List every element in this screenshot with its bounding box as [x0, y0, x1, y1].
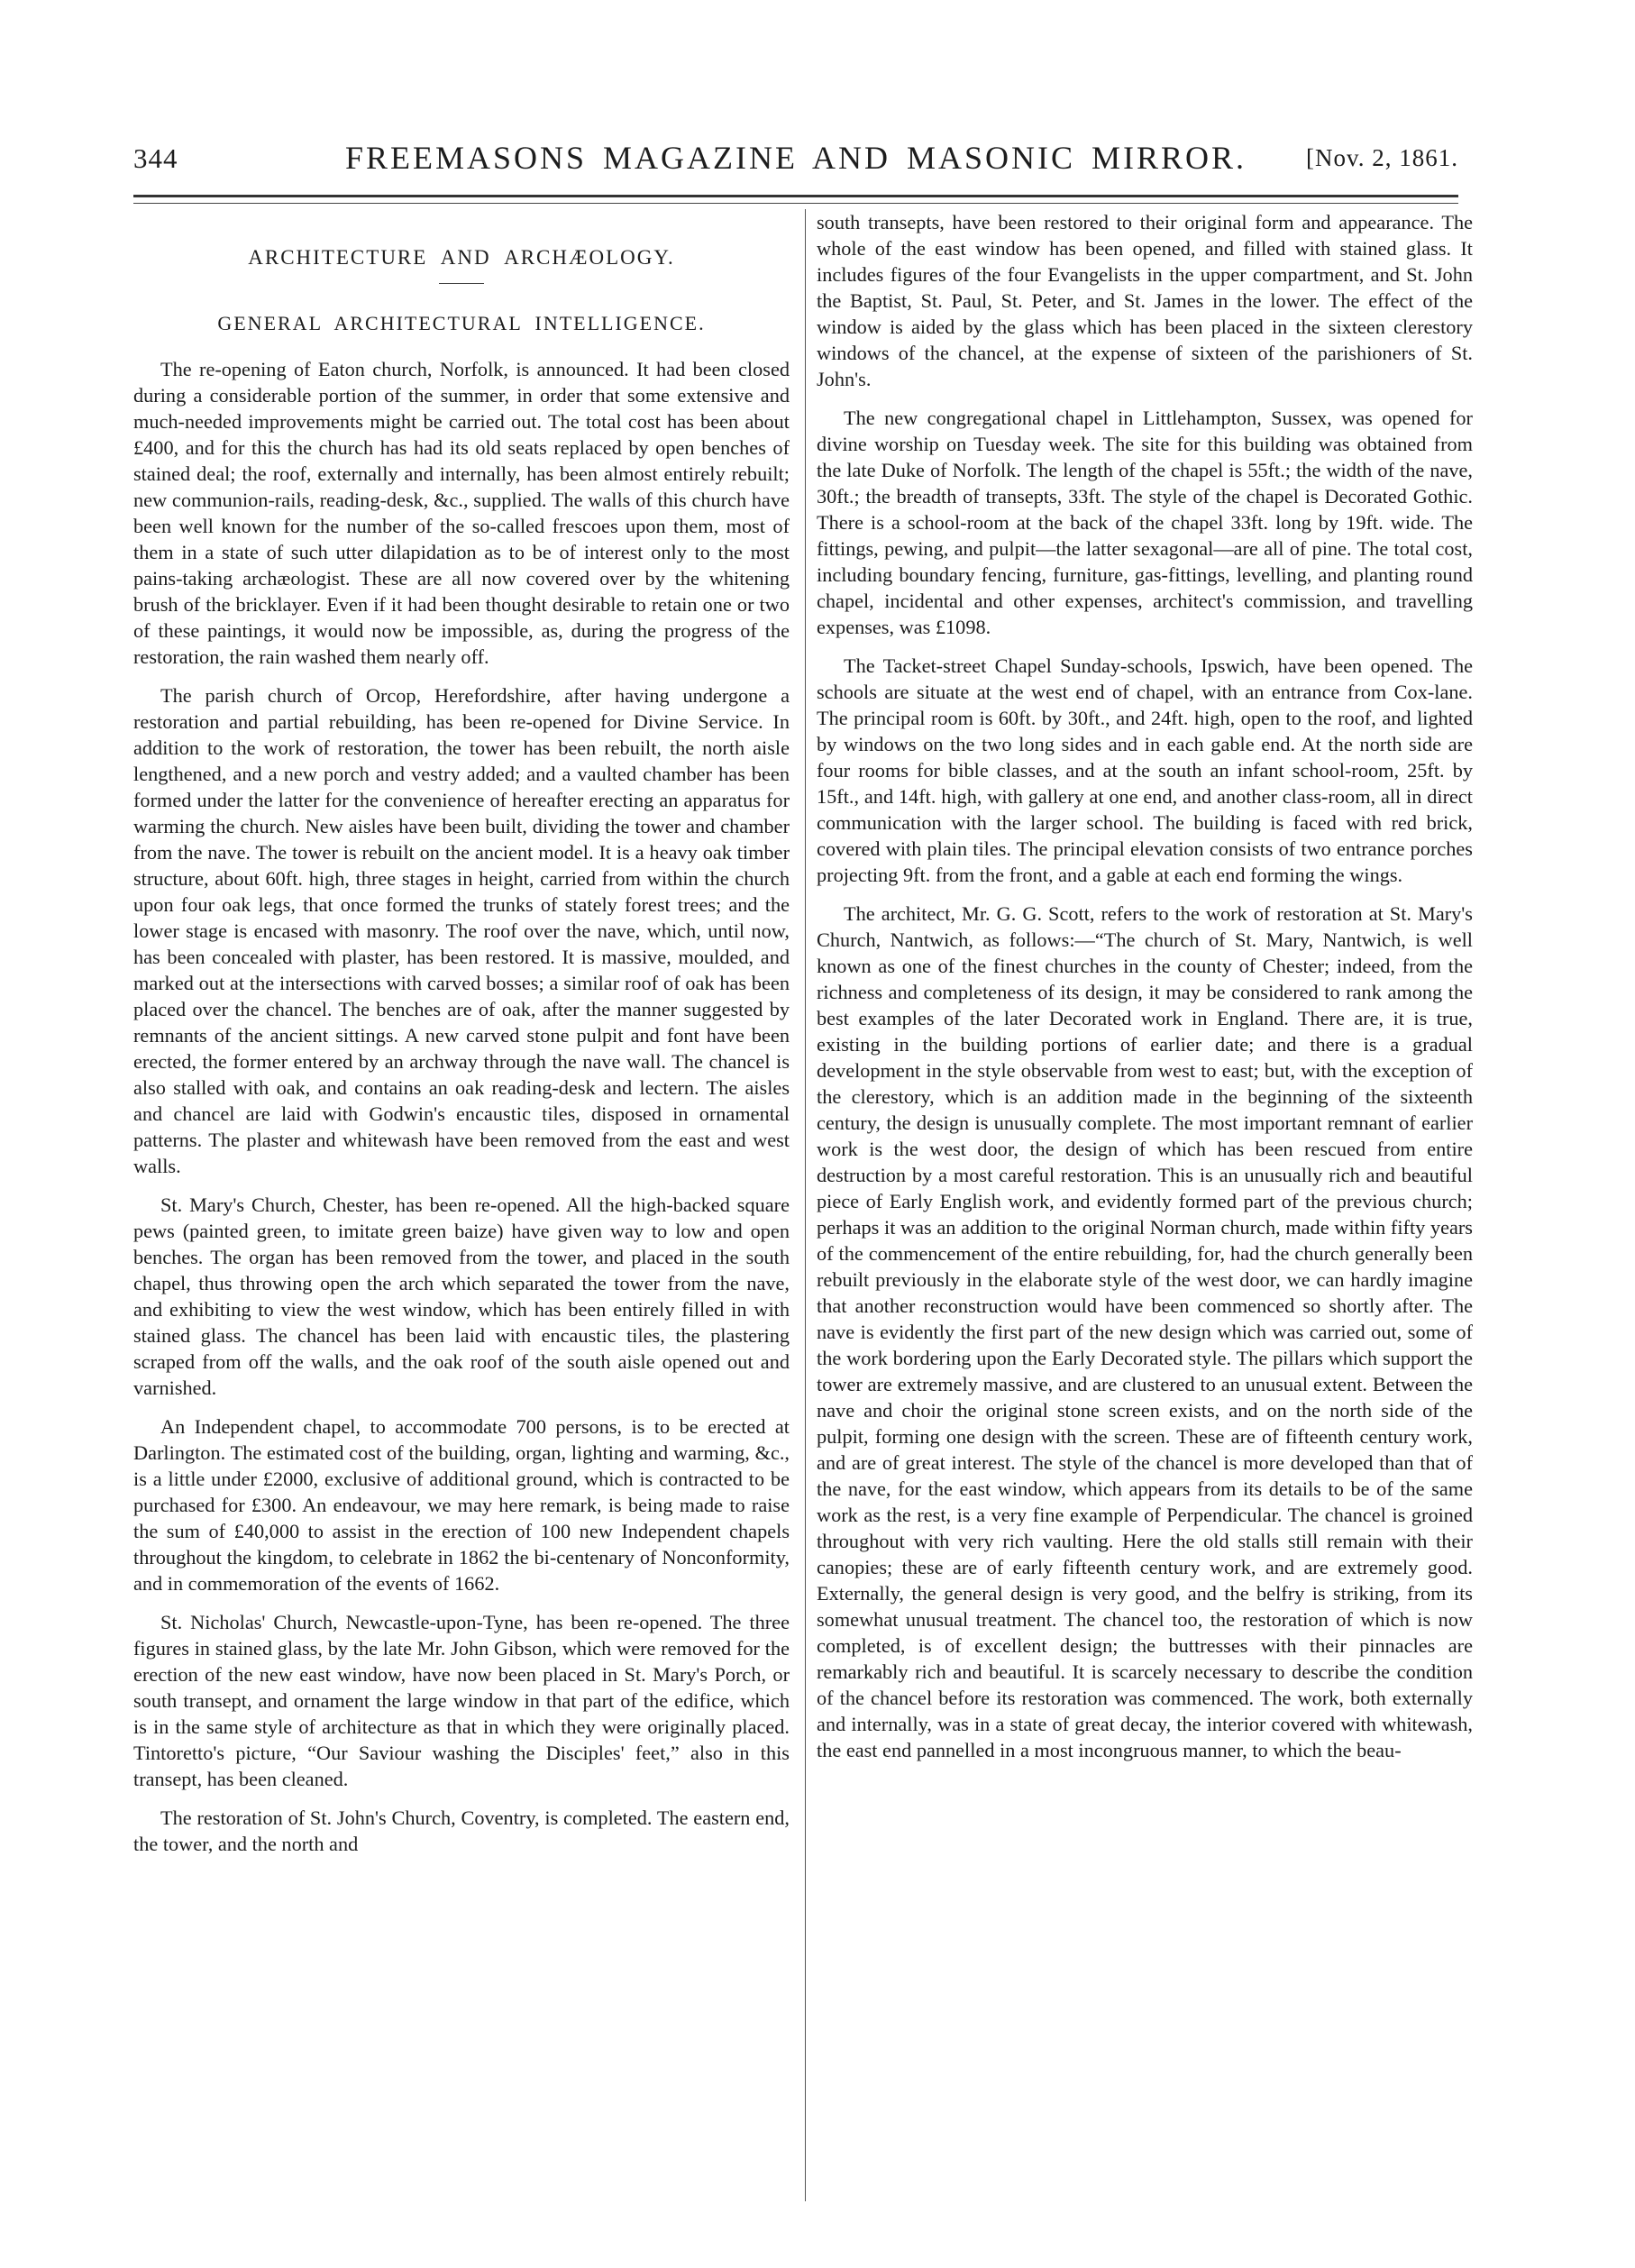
paragraph-coventry-continued: south transepts, have been restored to their original form and appearance. The whole of the east window has been opened, and filled with stained glass. It includes figures of the four Evangelists in the upper compartment, and St. John the Baptist, St. Paul, St. Peter, and St. James in the lower. The effect of the window is aided by the glass which has been placed in the sixteen clerestory windows of the chancel, at the expense of sixteen of the parishioners of St. John's. — [817, 211, 1473, 390]
paragraph-ipswich: The Tacket-street Chapel Sunday-schools, Ipswich, have been opened. The schools are situate at the west end of chapel, with an entrance from Cox-lane. The principal room is 60ft. by 30ft., and 24ft. high, open to the roof, and lighted by windows on the two long sides and in each gable end. At the north side are four rooms for bible classes, and at the south an infant school-room, 25ft. by 15ft., and 14ft. high, with gallery at one end, and another class-room, all in direct communication with the larger school. The building is faced with red brick, covered with plain tiles. The principal elevation consists of two entrance porches projecting 9ft. from the front, and a gable at each end forming the wings. — [817, 654, 1473, 886]
issue-date: [Nov. 2, 1861. — [1306, 144, 1458, 171]
section-divider — [439, 283, 484, 284]
column-divider — [805, 209, 806, 2201]
page-header — [133, 133, 1458, 184]
header-rule-thick — [133, 195, 1458, 197]
article-subtitle: GENERAL ARCHITECTURAL INTELLIGENCE. — [217, 312, 706, 334]
masthead-title: FREEMASONS MAGAZINE AND MASONIC MIRROR. — [344, 140, 1247, 176]
paragraph-coventry: The restoration of St. John's Church, Coventry, is completed. The eastern end, the tower, and the north and — [133, 1806, 790, 1855]
header-rule-thin — [133, 203, 1458, 204]
left-column — [133, 245, 790, 2228]
paragraph-newcastle: St. Nicholas' Church, Newcastle-upon-Tyne, has been re-opened. The three figures in stained glass, by the late Mr. John Gibson, which were removed for the erection of the new east window, have now been placed in St. Mary's Porch, or south transept, and ornament the large window in that part of the edifice, which is in the same style of architecture as that in which they were originally placed. Tintoretto's picture, “Our Saviour washing the Disciples' feet,” also in this transept, has been cleaned. — [133, 1611, 790, 1790]
paragraph-orcop: The parish church of Orcop, Herefordshire, after having undergone a restoration and partial rebuilding, has been re-opened for Divine Service. In addition to the work of restoration, the tower has been rebuilt, the north aisle lengthened, and a new porch and vestry added; and a vaulted chamber has been formed under the latter for the convenience of hereafter erecting an apparatus for warming the church. New aisles have been built, dividing the tower and chamber from the nave. The tower is rebuilt on the ancient model. It is a heavy oak timber structure, about 60ft. high, three stages in height, carried from within the church upon four oak legs, that once formed the trunks of stately forest trees; and the lower stage is encased with masonry. The roof over the nave, which, until now, has been concealed with plaster, has been restored. It is massive, moulded, and marked out at the intersections with carved bosses; a similar roof of oak has been placed over the chancel. The benches are of oak, after the manner suggested by remnants of the ancient sittings. A new carved stone pulpit and font have been erected, the former entered by an archway through the nave wall. The chancel is also stalled with oak, and contains an oak reading-desk and lectern. The aisles and chancel are laid with Godwin's encaustic tiles, disposed in ornamental patterns. The plaster and whitewash have been removed from the east and west walls. — [133, 684, 790, 1177]
right-column — [817, 209, 1473, 2192]
page-number: 344 — [133, 142, 178, 174]
paragraph-nantwich: The architect, Mr. G. G. Scott, refers to the work of restoration at St. Mary's Church, Nantwich, as follows:—“The church of St. Mary, Nantwich, is well known as one of the finest churches in the county of Chester; indeed, from the richness and completeness of its design, it may be considered to rank among the best examples of the later Decorated work in England. There are, it is true, existing in the building portions of earlier date; and there is a gradual development in the style observable from west to east; but, with the exception of the clerestory, which is an addition made in the beginning of the sixteenth century, the design is unusually complete. The most important remnant of earlier work is the west door, the design of which has been rescued from entire destruction by a most careful restoration. This is an unusually rich and beautiful piece of Early English work, and evidently formed part of the previous church; perhaps it was an addition to the original Norman church, made within fifty years of the commencement of the entire rebuilding, for, had the church generally been rebuilt previously in the elaborate style of the west door, we can hardly imagine that another reconstruction would have been commenced so shortly after. The nave is evidently the first part of the new design which was carried out, some of the work bordering upon the Early Decorated style. The pillars which support the tower are extremely massive, and are clustered to an unusual extent. Between the nave and choir the original stone screen exists, and on the north side of the pulpit, forming one design with the screen. These are of fifteenth century work, and are of great interest. The style of the chancel is more developed than that of the nave, for the east window, which appears from its details to be of the same work as the rest, is a very fine example of Perpendicular. The chancel is groined throughout with very rich vaulting. Here the old stalls still remain with their canopies; these are of early fifteenth century work, and are extremely good. Externally, the general design is very good, and the belfry is striking, from its somewhat unusual treatment. The chancel too, the restoration of which is now completed, is of excellent design; the buttresses with their pinnacles are remarkably rich and beautiful. It is scarcely necessary to describe the condition of the chancel before its restoration was commenced. The work, both externally and internally, was in a state of great decay, the interior covered with whitewash, the east end pannelled in a most incongruous manner, to which the beau- — [817, 902, 1473, 1761]
section-title: ARCHITECTURE AND ARCHÆOLOGY. — [248, 246, 675, 269]
paragraph-chester: St. Mary's Church, Chester, has been re-opened. All the high-backed square pews (painted green, to imitate green baize) have given way to low and open benches. The organ has been removed from the tower, and placed in the south chapel, thus throwing open the arch which separated the tower from the nave, and exhibiting to view the west window, which has been entirely filled in with stained glass. The chancel has been laid with encaustic tiles, the plastering scraped from off the walls, and the oak roof of the south aisle opened out and varnished. — [133, 1193, 790, 1399]
paragraph-eaton: The re-opening of Eaton church, Norfolk, is announced. It had been closed during a considerable portion of the summer, in order that some extensive and much-needed improvements might be carried out. The total cost has been about £400, and for this the church has had its old seats replaced by open benches of stained deal; the roof, externally and internally, has been almost entirely rebuilt; new communion-rails, reading-desk, &c., supplied. The walls of this church have been well known for the number of the so-called frescoes upon them, most of them in a state of such utter dilapidation as to be of interest only to the most pains-taking archæologist. These are all now covered over by the whitening brush of the bricklayer. Even if it had been thought desirable to retain one or two of these paintings, it would now be impossible, as, during the progress of the restoration, the rain washed them nearly off. — [133, 358, 790, 668]
paragraph-darlington: An Independent chapel, to accommodate 700 persons, is to be erected at Darlington. The estimated cost of the building, organ, lighting and warming, &c., is a little under £2000, exclusive of additional ground, which is contracted to be purchased for £300. An endeavour, we may here remark, is being made to raise the sum of £40,000 to assist in the erection of 100 new Independent chapels throughout the kingdom, to celebrate in 1862 the bi-centenary of Nonconformity, and in commemoration of the events of 1662. — [133, 1415, 790, 1595]
paragraph-littlehampton: The new congregational chapel in Littlehampton, Sussex, was opened for divine worship on Tuesday week. The site for this building was obtained from the late Duke of Norfolk. The length of the chapel is 55ft.; the width of the nave, 30ft.; the breadth of transepts, 33ft. The style of the chapel is Decorated Gothic. There is a school-room at the back of the chapel 33ft. long by 19ft. wide. The fittings, pewing, and pulpit—the latter sexagonal—are all of pine. The total cost, including boundary fencing, furniture, gas-fittings, levelling, and planting round chapel, incidental and other expenses, architect's commission, and travelling expenses, was £1098. — [817, 407, 1473, 638]
